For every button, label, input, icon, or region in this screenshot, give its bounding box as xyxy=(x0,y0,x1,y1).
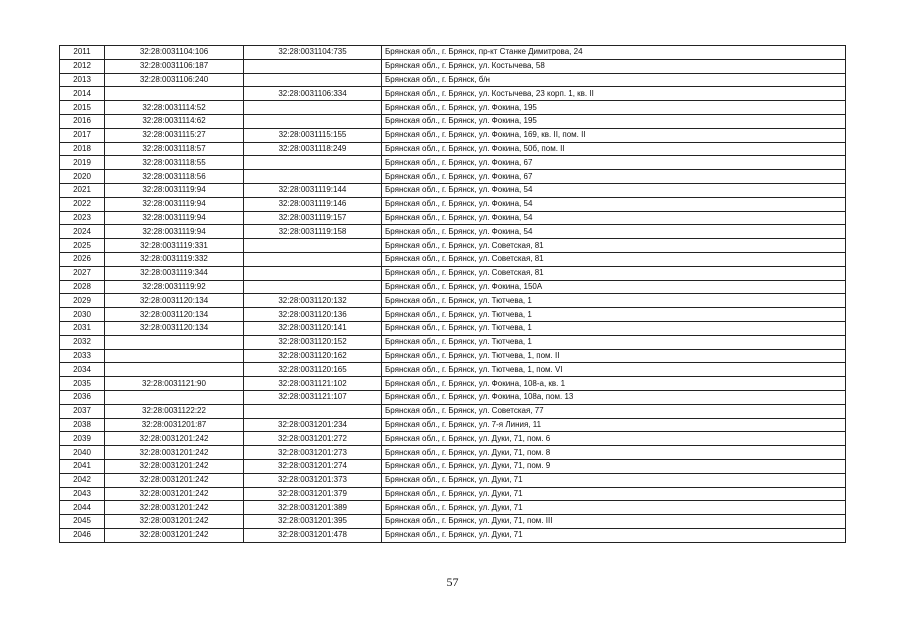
premises-cadastral-number-cell: 32:28:0031201:478 xyxy=(244,528,382,542)
address-cell: Брянская обл., г. Брянск, ул. Фокина, 67 xyxy=(382,170,846,184)
cadastral-number-cell: 32:28:0031119:344 xyxy=(105,266,244,280)
cadastral-number-cell: 32:28:0031119:94 xyxy=(105,211,244,225)
premises-cadastral-number-cell: 32:28:0031120:132 xyxy=(244,294,382,308)
premises-cadastral-number-cell xyxy=(244,156,382,170)
address-cell: Брянская обл., г. Брянск, ул. Дуки, 71 xyxy=(382,487,846,501)
address-cell: Брянская обл., г. Брянск, ул. Фокина, 54 xyxy=(382,211,846,225)
cadastral-number-cell: 32:28:0031118:56 xyxy=(105,170,244,184)
address-cell: Брянская обл., г. Брянск, ул. Советская, 77 xyxy=(382,404,846,418)
table-row xyxy=(60,487,846,501)
premises-cadastral-number-cell xyxy=(244,252,382,266)
premises-cadastral-number-cell xyxy=(244,404,382,418)
address-cell: Брянская обл., г. Брянск, ул. Фокина, 195 xyxy=(382,101,846,115)
table-row xyxy=(60,377,846,391)
row-number-cell: 2026 xyxy=(60,252,105,266)
row-number-cell: 2031 xyxy=(60,321,105,335)
address-cell: Брянская обл., г. Брянск, ул. Советская, 81 xyxy=(382,252,846,266)
row-number-cell: 2035 xyxy=(60,377,105,391)
address-cell: Брянская обл., г. Брянск, ул. Дуки, 71 xyxy=(382,501,846,515)
table-row xyxy=(60,170,846,184)
property-registry-table xyxy=(59,45,846,543)
table-row xyxy=(60,294,846,308)
row-number-cell: 2045 xyxy=(60,515,105,529)
address-cell: Брянская обл., г. Брянск, ул. Дуки, 71 xyxy=(382,528,846,542)
cadastral-number-cell: 32:28:0031115:27 xyxy=(105,128,244,142)
premises-cadastral-number-cell: 32:28:0031120:136 xyxy=(244,308,382,322)
premises-cadastral-number-cell: 32:28:0031121:107 xyxy=(244,390,382,404)
table-row xyxy=(60,101,846,115)
row-number-cell: 2024 xyxy=(60,225,105,239)
premises-cadastral-number-cell: 32:28:0031115:155 xyxy=(244,128,382,142)
address-cell: Брянская обл., г. Брянск, ул. Тютчева, 1 xyxy=(382,335,846,349)
address-cell: Брянская обл., г. Брянск, ул. Фокина, 54 xyxy=(382,225,846,239)
address-cell: Брянская обл., г. Брянск, ул. Костычева, 23 корп. 1, кв. II xyxy=(382,87,846,101)
premises-cadastral-number-cell: 32:28:0031201:389 xyxy=(244,501,382,515)
cadastral-number-cell xyxy=(105,87,244,101)
row-number-cell: 2022 xyxy=(60,197,105,211)
address-cell: Брянская обл., г. Брянск, ул. Тютчева, 1, пом. II xyxy=(382,349,846,363)
table-row xyxy=(60,515,846,529)
table-row xyxy=(60,363,846,377)
cadastral-number-cell: 32:28:0031201:242 xyxy=(105,432,244,446)
row-number-cell: 2039 xyxy=(60,432,105,446)
row-number-cell: 2043 xyxy=(60,487,105,501)
table-body xyxy=(60,46,846,543)
table-row xyxy=(60,459,846,473)
row-number-cell: 2019 xyxy=(60,156,105,170)
premises-cadastral-number-cell xyxy=(244,59,382,73)
table-row xyxy=(60,252,846,266)
cadastral-number-cell: 32:28:0031119:332 xyxy=(105,252,244,266)
cadastral-number-cell: 32:28:0031120:134 xyxy=(105,294,244,308)
premises-cadastral-number-cell: 32:28:0031201:274 xyxy=(244,459,382,473)
table-row xyxy=(60,390,846,404)
table-row xyxy=(60,183,846,197)
cadastral-number-cell: 32:28:0031119:331 xyxy=(105,239,244,253)
address-cell: Брянская обл., г. Брянск, пр-кт Станке Димитрова, 24 xyxy=(382,46,846,60)
row-number-cell: 2016 xyxy=(60,114,105,128)
table-row xyxy=(60,266,846,280)
row-number-cell: 2046 xyxy=(60,528,105,542)
table-row xyxy=(60,528,846,542)
table-row xyxy=(60,446,846,460)
premises-cadastral-number-cell xyxy=(244,266,382,280)
row-number-cell: 2034 xyxy=(60,363,105,377)
address-cell: Брянская обл., г. Брянск, ул. Фокина, 169, кв. II, пом. II xyxy=(382,128,846,142)
cadastral-number-cell: 32:28:0031104:106 xyxy=(105,46,244,60)
address-cell: Брянская обл., г. Брянск, ул. Тютчева, 1 xyxy=(382,321,846,335)
page-number: 57 xyxy=(446,575,459,589)
cadastral-number-cell: 32:28:0031118:57 xyxy=(105,142,244,156)
cadastral-number-cell xyxy=(105,335,244,349)
premises-cadastral-number-cell: 32:28:0031119:144 xyxy=(244,183,382,197)
cadastral-number-cell: 32:28:0031201:242 xyxy=(105,528,244,542)
row-number-cell: 2044 xyxy=(60,501,105,515)
premises-cadastral-number-cell: 32:28:0031121:102 xyxy=(244,377,382,391)
address-cell: Брянская обл., г. Брянск, ул. Тютчева, 1 xyxy=(382,308,846,322)
row-number-cell: 2032 xyxy=(60,335,105,349)
cadastral-number-cell: 32:28:0031119:92 xyxy=(105,280,244,294)
address-cell: Брянская обл., г. Брянск, ул. Тютчева, 1, пом. VI xyxy=(382,363,846,377)
address-cell: Брянская обл., г. Брянск, ул. Фокина, 195 xyxy=(382,114,846,128)
row-number-cell: 2033 xyxy=(60,349,105,363)
row-number-cell: 2042 xyxy=(60,473,105,487)
cadastral-number-cell: 32:28:0031106:240 xyxy=(105,73,244,87)
row-number-cell: 2012 xyxy=(60,59,105,73)
premises-cadastral-number-cell xyxy=(244,114,382,128)
row-number-cell: 2029 xyxy=(60,294,105,308)
table-row xyxy=(60,156,846,170)
table-row xyxy=(60,473,846,487)
cadastral-number-cell: 32:28:0031201:242 xyxy=(105,501,244,515)
table-row xyxy=(60,211,846,225)
table-row xyxy=(60,404,846,418)
premises-cadastral-number-cell: 32:28:0031120:165 xyxy=(244,363,382,377)
address-cell: Брянская обл., г. Брянск, б/н xyxy=(382,73,846,87)
premises-cadastral-number-cell: 32:28:0031119:158 xyxy=(244,225,382,239)
row-number-cell: 2036 xyxy=(60,390,105,404)
address-cell: Брянская обл., г. Брянск, ул. Дуки, 71 xyxy=(382,473,846,487)
row-number-cell: 2028 xyxy=(60,280,105,294)
cadastral-number-cell: 32:28:0031120:134 xyxy=(105,308,244,322)
cadastral-number-cell: 32:28:0031201:242 xyxy=(105,487,244,501)
cadastral-number-cell: 32:28:0031120:134 xyxy=(105,321,244,335)
address-cell: Брянская обл., г. Брянск, ул. Советская, 81 xyxy=(382,266,846,280)
table-row xyxy=(60,46,846,60)
address-cell: Брянская обл., г. Брянск, ул. Тютчева, 1 xyxy=(382,294,846,308)
cadastral-number-cell: 32:28:0031118:55 xyxy=(105,156,244,170)
cadastral-number-cell: 32:28:0031122:22 xyxy=(105,404,244,418)
premises-cadastral-number-cell xyxy=(244,73,382,87)
address-cell: Брянская обл., г. Брянск, ул. Советская, 81 xyxy=(382,239,846,253)
row-number-cell: 2020 xyxy=(60,170,105,184)
address-cell: Брянская обл., г. Брянск, ул. Дуки, 71, пом. 6 xyxy=(382,432,846,446)
address-cell: Брянская обл., г. Брянск, ул. Фокина, 67 xyxy=(382,156,846,170)
cadastral-number-cell: 32:28:0031119:94 xyxy=(105,225,244,239)
address-cell: Брянская обл., г. Брянск, ул. 7-я Линия, 11 xyxy=(382,418,846,432)
premises-cadastral-number-cell: 32:28:0031201:379 xyxy=(244,487,382,501)
row-number-cell: 2025 xyxy=(60,239,105,253)
row-number-cell: 2011 xyxy=(60,46,105,60)
cadastral-number-cell: 32:28:0031201:242 xyxy=(105,515,244,529)
address-cell: Брянская обл., г. Брянск, ул. Дуки, 71, пом. III xyxy=(382,515,846,529)
cadastral-number-cell: 32:28:0031119:94 xyxy=(105,197,244,211)
cadastral-number-cell: 32:28:0031201:87 xyxy=(105,418,244,432)
address-cell: Брянская обл., г. Брянск, ул. Фокина, 108-а, кв. 1 xyxy=(382,377,846,391)
cadastral-number-cell xyxy=(105,390,244,404)
row-number-cell: 2021 xyxy=(60,183,105,197)
cadastral-number-cell: 32:28:0031106:187 xyxy=(105,59,244,73)
row-number-cell: 2041 xyxy=(60,459,105,473)
premises-cadastral-number-cell: 32:28:0031119:157 xyxy=(244,211,382,225)
table-row xyxy=(60,308,846,322)
cadastral-number-cell: 32:28:0031201:242 xyxy=(105,446,244,460)
address-cell: Брянская обл., г. Брянск, ул. Дуки, 71, пом. 8 xyxy=(382,446,846,460)
address-cell: Брянская обл., г. Брянск, ул. Дуки, 71, пом. 9 xyxy=(382,459,846,473)
premises-cadastral-number-cell xyxy=(244,239,382,253)
table-row xyxy=(60,59,846,73)
table-row xyxy=(60,87,846,101)
cadastral-number-cell xyxy=(105,363,244,377)
premises-cadastral-number-cell: 32:28:0031118:249 xyxy=(244,142,382,156)
cadastral-number-cell: 32:28:0031201:242 xyxy=(105,459,244,473)
row-number-cell: 2014 xyxy=(60,87,105,101)
premises-cadastral-number-cell xyxy=(244,280,382,294)
address-cell: Брянская обл., г. Брянск, ул. Фокина, 108а, пом. 13 xyxy=(382,390,846,404)
table-row xyxy=(60,239,846,253)
table-row xyxy=(60,418,846,432)
cadastral-number-cell xyxy=(105,349,244,363)
premises-cadastral-number-cell xyxy=(244,170,382,184)
address-cell: Брянская обл., г. Брянск, ул. Фокина, 54 xyxy=(382,197,846,211)
row-number-cell: 2015 xyxy=(60,101,105,115)
table-row xyxy=(60,225,846,239)
table-row xyxy=(60,128,846,142)
cadastral-number-cell: 32:28:0031121:90 xyxy=(105,377,244,391)
row-number-cell: 2038 xyxy=(60,418,105,432)
premises-cadastral-number-cell: 32:28:0031201:373 xyxy=(244,473,382,487)
table-row xyxy=(60,197,846,211)
address-cell: Брянская обл., г. Брянск, ул. Костычева, 58 xyxy=(382,59,846,73)
table-row xyxy=(60,114,846,128)
premises-cadastral-number-cell: 32:28:0031120:152 xyxy=(244,335,382,349)
row-number-cell: 2023 xyxy=(60,211,105,225)
cadastral-number-cell: 32:28:0031201:242 xyxy=(105,473,244,487)
premises-cadastral-number-cell: 32:28:0031201:234 xyxy=(244,418,382,432)
table-row xyxy=(60,321,846,335)
table-row xyxy=(60,142,846,156)
address-cell: Брянская обл., г. Брянск, ул. Фокина, 50б, пом. II xyxy=(382,142,846,156)
table-row xyxy=(60,280,846,294)
premises-cadastral-number-cell: 32:28:0031201:272 xyxy=(244,432,382,446)
address-cell: Брянская обл., г. Брянск, ул. Фокина, 54 xyxy=(382,183,846,197)
cadastral-number-cell: 32:28:0031119:94 xyxy=(105,183,244,197)
row-number-cell: 2040 xyxy=(60,446,105,460)
address-cell: Брянская обл., г. Брянск, ул. Фокина, 150А xyxy=(382,280,846,294)
premises-cadastral-number-cell: 32:28:0031106:334 xyxy=(244,87,382,101)
premises-cadastral-number-cell: 32:28:0031104:735 xyxy=(244,46,382,60)
premises-cadastral-number-cell: 32:28:0031119:146 xyxy=(244,197,382,211)
row-number-cell: 2017 xyxy=(60,128,105,142)
row-number-cell: 2030 xyxy=(60,308,105,322)
cadastral-number-cell: 32:28:0031114:62 xyxy=(105,114,244,128)
premises-cadastral-number-cell: 32:28:0031201:395 xyxy=(244,515,382,529)
table-row xyxy=(60,335,846,349)
table-row xyxy=(60,432,846,446)
cadastral-number-cell: 32:28:0031114:52 xyxy=(105,101,244,115)
premises-cadastral-number-cell xyxy=(244,101,382,115)
premises-cadastral-number-cell: 32:28:0031120:162 xyxy=(244,349,382,363)
row-number-cell: 2018 xyxy=(60,142,105,156)
row-number-cell: 2013 xyxy=(60,73,105,87)
row-number-cell: 2027 xyxy=(60,266,105,280)
table-row xyxy=(60,73,846,87)
row-number-cell: 2037 xyxy=(60,404,105,418)
table-row xyxy=(60,501,846,515)
premises-cadastral-number-cell: 32:28:0031201:273 xyxy=(244,446,382,460)
premises-cadastral-number-cell: 32:28:0031120:141 xyxy=(244,321,382,335)
table-row xyxy=(60,349,846,363)
